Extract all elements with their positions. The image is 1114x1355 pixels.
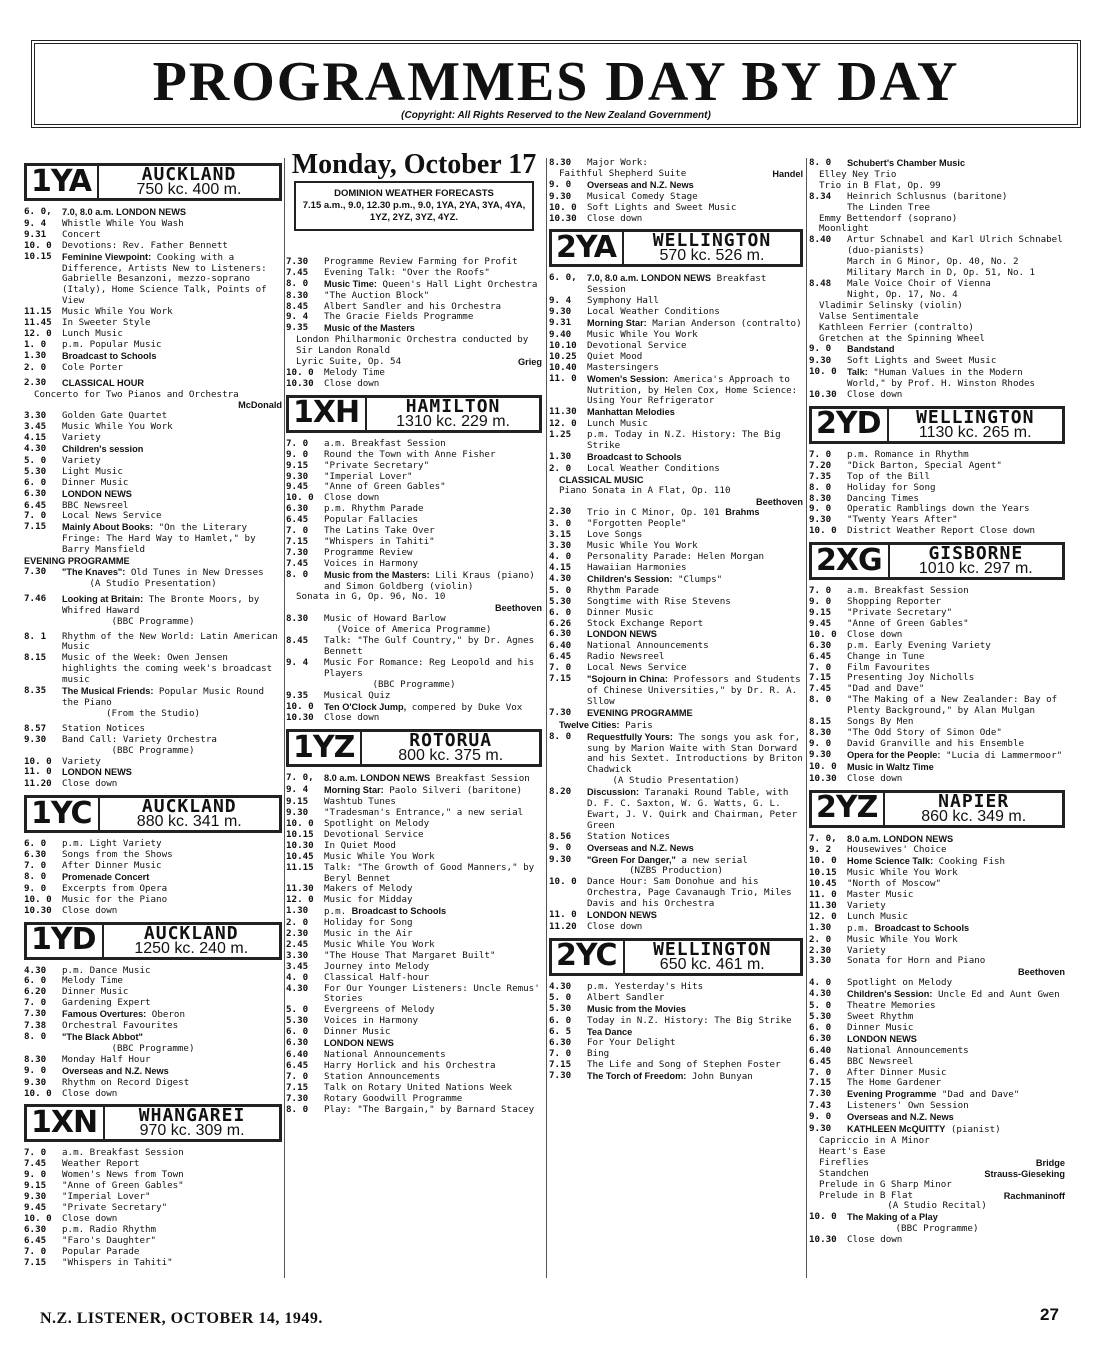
station-name: AUCKLAND xyxy=(143,922,239,944)
station-logo: 1XH xyxy=(289,398,367,430)
page-header xyxy=(31,40,1081,128)
column-2 xyxy=(286,149,542,1115)
station-name: ROTORUA xyxy=(409,730,493,752)
station-name: NAPIER xyxy=(938,790,1010,812)
copyright-notice: (Copyright: All Rights Reserved to the New Zealand Government) xyxy=(401,110,711,121)
programme-list: 7. 0 p.m. Romance in Rhythm 7.20 "Dick Barton, Special Agent" 7.35 Top of the Bill 8. 0 Holiday for Song 8.30 Dancing Times 9. 0 Operatic Ramblings down the Years 9.30 "Twenty Years After" 10. 0 District Weather Report Close down xyxy=(809,448,1036,537)
station-name: HAMILTON xyxy=(405,395,501,417)
station-name: AUCKLAND xyxy=(141,164,237,185)
column-rule xyxy=(806,158,807,1278)
programme-list: 7. 0 a.m. Breakfast Session 9. 0 Shopping Reporter 9.15 "Private Secretary" 9.45 "Anne of Green Gables" 10. 0 Close down 6.30 p.m. Early Evening Variety 6.45 Change in Tune 7. 0 Film Favourites 7.15 Presenting Joy Nicholls 7.45 "Dad and Dave" 8. 0 "The Making of a New Zealander: Bay of Plenty Background," by Alan Mulgan 8.15 Songs By Men 8.30 "The Odd Story of Simon Ode" 9. 0 David Granville and his Ensemble 9.30 Opera for the People: "Lucia di Lammermoor" 10. 0 Music in Waltz Time 10.30 Close down xyxy=(809,585,1063,784)
station-frequency: 860 kc. 349 m. xyxy=(921,807,1027,825)
station-1yc xyxy=(24,795,282,833)
station-name: WELLINGTON xyxy=(652,230,772,252)
weather-title: DOMINION WEATHER FORECASTS xyxy=(334,187,494,199)
station-frequency: 1010 kc. 297 m. xyxy=(918,560,1033,578)
programme-list: 8.30 Major Work: Faithful Shepherd Suite Handel 9. 0 Overseas and N.Z. News 9.30 Musical Comedy Stage 10. 0 Soft Lights and Sweet Music 10.30 Close down xyxy=(549,157,803,224)
station-1yz xyxy=(286,729,542,767)
station-frequency: 1130 kc. 265 m. xyxy=(918,423,1032,441)
programme-list: 7.30 Programme Review Farming for Profit 7.45 Evening Talk: "Over the Roofs" 8. 0 Music Time: Queen's Hall Light Orchestra 8.30 "The Auction Block" 8.45 Albert Sandler and his Orchestra 9. 4 The Gracie Fields Programme 9.35 Music of the Masters London Philharmonic Orchestra conducted by Sir Landon Ronald Lyric Suite, Op. 54 Grieg 10. 0 Melody Time 10.30 Close down xyxy=(286,255,542,389)
station-frequency: 750 kc. 400 m. xyxy=(136,181,242,198)
station-frequency: 800 kc. 375 m. xyxy=(398,747,504,765)
station-1yd xyxy=(24,922,282,960)
programme-list: 7. 0, 8.0 a.m. LONDON NEWS 9. 2 Housewives' Choice 10. 0 Home Science Talk: Cooking Fish 10.15 Music While You Work 10.45 "North of Moscow" 11. 0 Master Music 11.30 Variety 12. 0 Lunch Music 1.30 p.m. Broadcast to Schools 2. 0 Music While You Work 2.30 Variety 3.30 Sonata for Horn and Piano Beethoven 4. 0 Spotlight on Melody 4.30 Children's Session: Uncle Ed and Aunt Gwen 5. 0 Theatre Memories 5.30 Sweet Rhythm 6. 0 Dinner Music 6.30 LONDON NEWS 6.40 National Announcements 6.45 BBC Newsreel 7. 0 After Dinner Music 7.15 The Home Gardener 7.30 Evening Programme "Dad and Dave" 7.43 Listeners' Own Session 9. 0 Overseas and N.Z. News 9.30 KATHLEEN McQUITTY (pianist) Capriccio in A Minor Heart's Ease Fireflies Bridge Standchen Strauss-Gieseking Prelude in G Sharp Minor Prelude in B Flat Rachmaninoff (A Studio Recital) 10. 0 The Making of a Play (BBC Programme) 10.30 Close down xyxy=(809,832,1065,1246)
programme-list: 4.30 p.m. Dance Music 6. 0 Melody Time 6.20 Dinner Music 7. 0 Gardening Expert 7.30 Famous Overtures: Oberon 7.38 Orchestral Favourites 8. 0 "The Black Abbot" (BBC Programme) 8.30 Monday Half Hour 9. 0 Overseas and N.Z. News 9.30 Rhythm on Record Digest 10. 0 Close down xyxy=(24,964,195,1099)
station-frequency: 570 kc. 526 m. xyxy=(659,247,765,265)
programme-list: 6. 0 p.m. Light Variety 6.30 Songs from the Shows 7. 0 After Dinner Music 8. 0 Promenade Concert 9. 0 Excerpts from Opera 10. 0 Music for the Piano 10.30 Close down xyxy=(24,838,173,916)
station-frequency: 1310 kc. 229 m. xyxy=(396,412,510,430)
station-frequency: 650 kc. 461 m. xyxy=(659,955,765,973)
weather-box xyxy=(294,181,534,231)
station-2yz xyxy=(809,790,1065,828)
page-number: 27 xyxy=(1040,1305,1059,1324)
station-logo: 2XG xyxy=(812,545,890,577)
weather-times: 7.15 a.m., 9.0, 12.30 p.m., 9.0, 1YA, 2YA, 3YA, 4YA, 1YZ, 2YZ, 3YZ, 4YZ. xyxy=(302,199,526,223)
station-2yc xyxy=(549,938,803,976)
station-logo: 2YA xyxy=(552,232,624,264)
column-1 xyxy=(24,158,282,1268)
station-frequency: 970 kc. 309 m. xyxy=(139,1122,245,1140)
station-name: WELLINGTON xyxy=(653,938,772,960)
page-title: PROGRAMMES DAY BY DAY xyxy=(152,51,960,113)
station-name: GISBORNE xyxy=(928,543,1024,565)
station-1xh xyxy=(286,395,542,433)
programme-list: 7. 0 a.m. Breakfast Session 7.45 Weather Report 9. 0 Women's News from Town 9.15 "Anne of Green Gables" 9.30 "Imperial Lover" 9.45 "Private Secretary" 10. 0 Close down 6.30 p.m. Radio Rhythm 6.45 "Faro's Daughter" 7. 0 Popular Parade 7.15 "Whispers in Tahiti" xyxy=(24,1147,184,1268)
column-rule xyxy=(284,158,285,1278)
programme-list: 6. 0, 7.0, 8.0 a.m. LONDON NEWS 9. 4 Whistle While You Wash 9.31 Concert 10. 0 Devotions: Rev. Father Bennett 10.15 Feminine Viewpoint: Cooking with a Difference, Artists New to Listeners: Gabrielle Besanzoni, mezzo-soprano (Italy), Home Science Talk, Points of View 11.15 Music While You Work 11.45 In Sweeter Style 12. 0 Lunch Music 1. 0 p.m. Popular Music 1.30 Broadcast to Schools 2. 0 Cole Porter 2.30 CLASSICAL HOUR Concerto for Two Pianos and Orchestra McDonald 3.30 Golden Gate Quartet 3.45 Music While You Work 4.15 Variety 4.30 Children's session 5. 0 Variety 5.30 Light Music 6. 0 Dinner Music 6.30 LONDON NEWS 6.45 BBC Newsreel 7. 0 Local News Service 7.15 Mainly About Books: "On the Literary Fringe: The Hard Way to Hamlet," by Barry Mansfield EVENING PROGRAMME 7.30 "The Knaves": Old Tunes in New Dresses (A Studio Presentation) 7.46 Looking at Britain: The Bronte Moors, by Whifred Haward (BBC Programme) 8. 1 Rhythm of the New World: Latin American Music 8.15 Music of the Week: Owen Jensen highlights the coming week's broadcast music 8.35 The Musical Friends: Popular Music Round the Piano (From the Studio) 8.57 Station Notices 9.30 Band Call: Variety Orchestra (BBC Programme) 10. 0 Variety 11. 0 LONDON NEWS 11.20 Close down xyxy=(24,206,282,790)
station-logo: 1YZ xyxy=(289,732,362,764)
column-rule xyxy=(546,158,547,1278)
column-3 xyxy=(549,158,803,1083)
publication-footer: N.Z. LISTENER, OCTOBER 14, 1949. xyxy=(40,1310,323,1327)
station-1xn xyxy=(24,1104,282,1142)
programme-list: 8. 0 Schubert's Chamber Music Elley Ney Trio Trio in B Flat, Op. 99 8.34 Heinrich Schlusnus (baritone) The Linden Tree Emmy Bettendorf (soprano) Moonlight 8.40 Artur Schnabel and Karl Ulrich Schnabel (duo-pianists) March in G Minor, Op. 40, No. 2 Military March in D, Op. 51, No. 1 8.48 Male Voice Choir of Vienna Night, Op. 17, No. 4 Vladimir Selinsky (violin) Valse Sentimentale Kathleen Ferrier (contralto) Gretchen at the Spinning Wheel 9. 0 Bandstand 9.30 Soft Lights and Sweet Music 10. 0 Talk: "Human Values in the Modern World," by Prof. H. Winston Rhodes 10.30 Close down xyxy=(809,157,1063,401)
station-frequency: 880 kc. 341 m. xyxy=(136,813,242,831)
station-logo: 2YD xyxy=(812,409,889,441)
station-name: WELLINGTON xyxy=(916,406,1035,428)
station-frequency: 1250 kc. 240 m. xyxy=(134,939,249,957)
station-2ya xyxy=(549,229,803,267)
station-logo: 1YC xyxy=(27,798,100,830)
programme-list: 7. 0, 8.0 a.m. LONDON NEWS Breakfast Session 9. 4 Morning Star: Paolo Silveri (baritone) 9.15 Washtub Tunes 9.30 "Tradesman's Entrance," a new serial 10. 0 Spotlight on Melody 10.15 Devotional Service 10.30 In Quiet Mood 10.45 Music While You Work 11.15 Talk: "The Growth of Good Manners," by Beryl Bennet 11.30 Makers of Melody 12. 0 Music for Midday 1.30 p.m. Broadcast to Schools 2. 0 Holiday for Song 2.30 Music in the Air 2.45 Music While You Work 3.30 "The House That Margaret Built" 3.45 Journey into Melody 4. 0 Classical Half-hour 4.30 For Our Younger Listeners: Uncle Remus' Stories 5. 0 Evergreens of Melody 5.30 Voices in Harmony 6. 0 Dinner Music 6.30 LONDON NEWS 6.40 National Announcements 6.45 Harry Horlick and his Orchestra 7. 0 Station Announcements 7.15 Talk on Rotary United Nations Week 7.30 Rotary Goodwill Programme 8. 0 Play: "The Bargain," by Barnard Stacey xyxy=(286,772,540,1115)
station-1ya xyxy=(24,163,282,201)
station-logo: 2YC xyxy=(552,941,625,973)
station-logo: 1YD xyxy=(27,925,104,957)
programme-list: 6. 0, 7.0, 8.0 a.m. LONDON NEWS Breakfast Session 9. 4 Symphony Hall 9.30 Local Weather Conditions 9.31 Morning Star: Marian Anderson (contralto) 9.40 Music While You Work 10.10 Devotional Service 10.25 Quiet Mood 10.40 Mastersingers 11. 0 Women's Session: America's Approach to Nutrition, by Helen Cox, Home Science: Using Your Refrigerator 11.30 Manhattan Melodies 12. 0 Lunch Music 1.25 p.m. Today in N.Z. History: The Big Strike 1.30 Broadcast to Schools 2. 0 Local Weather Conditions CLASSICAL MUSIC Piano Sonata in A Flat, Op. 110 Beethoven 2.30 Trio in C Minor, Op. 101 Brahms 3. 0 "Forgotten People" 3.15 Love Songs 3.30 Music While You Work 4. 0 Personality Parade: Helen Morgan 4.15 Hawaiian Harmonies 4.30 Children's Session: "Clumps" 5. 0 Rhythm Parade 5.30 Songtime with Rise Stevens 6. 0 Dinner Music 6.26 Stock Exchange Report 6.30 LONDON NEWS 6.40 National Announcements 6.45 Radio Newsreel 7. 0 Local News Service 7.15 "Sojourn in China: Professors and Students of Chinese Universities," by Dr. R. A. Sllow 7.30 EVENING PROGRAMME Twelve Cities: Paris 8. 0 Requestfully Yours: The songs you ask for, sung by Marion Waite with Stan Dorward and his Sextet. Introductions by Briton Chadwick (A Studio Presentation) 8.20 Discussion: Taranaki Round Table, with D. F. C. Saxton, W. G. Watts, G. L. Ewart, J. V. Quirk and Chairman, Peter Green 8.56 Station Notices 9. 0 Overseas and N.Z. News 9.30 "Green For Danger," a new serial (NZBS Production) 10. 0 Dance Hour: Sam Donohue and his Orchestra, Page Cavanaugh Trio, Miles Davis and his Orchestra 11. 0 LONDON NEWS 11.20 Close down xyxy=(549,272,803,932)
station-logo: 2YZ xyxy=(812,793,885,825)
station-logo: 1YA xyxy=(27,166,99,198)
day-heading: Monday, October 17 xyxy=(291,149,537,180)
station-2xg xyxy=(809,542,1065,580)
column-4 xyxy=(809,158,1065,1246)
programme-list: 4.30 p.m. Yesterday's Hits 5. 0 Albert Sandler 5.30 Music from the Movies 6. 0 Today in N.Z. History: The Big Strike 6. 5 Tea Dance 6.30 For Your Delight 7. 0 Bing 7.15 The Life and Song of Stephen Foster 7.30 The Torch of Freedom: John Bunyan xyxy=(549,980,792,1083)
station-name: AUCKLAND xyxy=(141,796,237,818)
programme-list: 7. 0 a.m. Breakfast Session 9. 0 Round the Town with Anne Fisher 9.15 "Private Secretary" 9.30 "Imperial Lover" 9.45 "Anne of Green Gables" 10. 0 Close down 6.30 p.m. Rhythm Parade 6.45 Popular Fallacies 7. 0 The Latins Take Over 7.15 "Whispers in Tahiti" 7.30 Programme Review 7.45 Voices in Harmony 8. 0 Music from the Masters: Lili Kraus (piano) and Simon Goldberg (violin) Sonata in G, Op. 96, No. 10 Beethoven 8.30 Music of Howard Barlow (Voice of America Programme) 8.45 Talk: "The Gulf Country," by Dr. Agnes Bennett 9. 4 Music For Romance: Reg Leopold and his Players (BBC Programme) 9.35 Musical Quiz 10. 0 Ten O'Clock Jump, compered by Duke Vox 10.30 Close down xyxy=(286,437,542,724)
station-logo: 1XN xyxy=(27,1107,105,1139)
station-name: WHANGAREI xyxy=(138,1105,246,1127)
station-2yd xyxy=(809,406,1065,444)
